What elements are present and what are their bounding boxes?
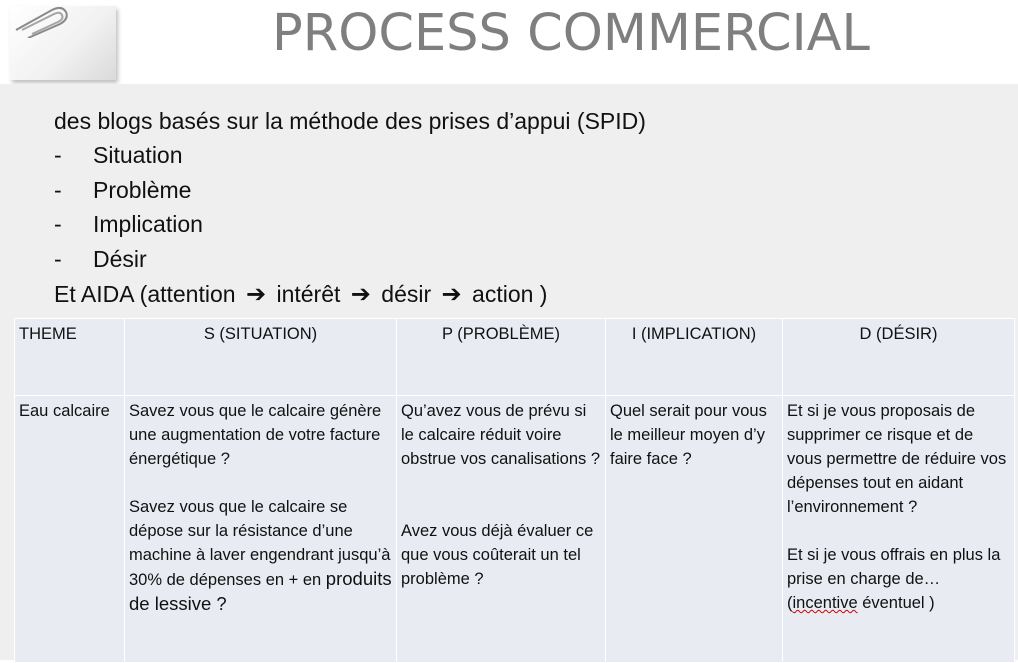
spid-list	[54, 142, 203, 280]
list-item	[54, 177, 203, 212]
cell-implication	[606, 396, 783, 663]
probleme-question-2: Avez vous déjà évaluer ce que vous coûterait un tel problème ?	[401, 522, 594, 588]
paperclip-icon	[12, 4, 72, 38]
cell-situation	[125, 396, 397, 663]
aida-step-interet: intérêt	[276, 281, 341, 307]
desir-note	[787, 591, 1010, 615]
list-item	[54, 211, 203, 246]
situation-question-2-end: produits de lessive ?	[129, 568, 392, 614]
table-header-row	[15, 319, 1015, 396]
desir-question-1: Et si je vous proposais de supprimer ce risque et de vous permettre de réduire vos dépenses tout en aidant l’environnement ?	[787, 402, 1007, 516]
aida-prefix: Et AIDA (attention	[54, 281, 236, 307]
aida-line	[54, 280, 547, 309]
list-item-label: Implication	[93, 211, 203, 237]
column-header-implication: I (IMPLICATION)	[606, 319, 783, 396]
arrow-right-icon: ➔	[441, 281, 462, 308]
column-header-situation: S (SITUATION)	[125, 319, 397, 396]
spid-table	[14, 318, 1015, 663]
bullet-dash: -	[54, 245, 62, 272]
situation-question-2-text: Savez vous que le calcaire se dépose sur la résistance d’une machine à laver engendrant jusqu’à 30% de dépenses en + en	[129, 498, 391, 589]
list-item-label: Situation	[93, 142, 183, 168]
probleme-question-1: Qu’avez vous de prévu si le calcaire réduit voire obstrue vos canalisations ?	[401, 402, 601, 468]
cell-probleme	[397, 396, 606, 663]
paren-open: (	[787, 594, 793, 612]
column-header-theme: THEME	[15, 319, 125, 396]
situation-question-2	[129, 495, 392, 617]
paper-note-image	[10, 6, 116, 80]
bullet-dash: -	[54, 176, 62, 203]
page-title: PROCESS COMMERCIAL	[272, 4, 870, 63]
list-item-label: Problème	[93, 176, 192, 203]
aida-step-desir: désir	[381, 281, 432, 307]
column-header-probleme: P (PROBLÈME)	[397, 319, 606, 396]
cell-theme: Eau calcaire	[15, 396, 125, 663]
arrow-right-icon: ➔	[245, 281, 267, 308]
desir-question-2: Et si je vous offrais en plus la prise en charge de…	[787, 546, 1001, 588]
bullet-dash: -	[54, 142, 62, 168]
list-item	[54, 246, 203, 281]
arrow-right-icon: ➔	[350, 281, 371, 308]
bullet-dash: -	[54, 211, 62, 237]
column-header-desir: D (DÉSIR)	[783, 319, 1015, 396]
table-row	[15, 396, 1015, 663]
list-item	[54, 142, 203, 177]
situation-question-1: Savez vous que le calcaire génère une augmentation de votre facture énergétique ?	[129, 402, 382, 468]
desir-note-rest: éventuel )	[857, 594, 935, 612]
list-item-label: Désir	[93, 245, 147, 272]
cell-desir	[783, 396, 1015, 663]
intro-text: des blogs basés sur la méthode des prises d’appui (SPID)	[54, 108, 646, 134]
spellcheck-word: incentive	[792, 594, 858, 612]
aida-step-action: action )	[472, 281, 548, 307]
implication-question: Quel serait pour vous le meilleur moyen d’y faire face ?	[610, 402, 767, 468]
